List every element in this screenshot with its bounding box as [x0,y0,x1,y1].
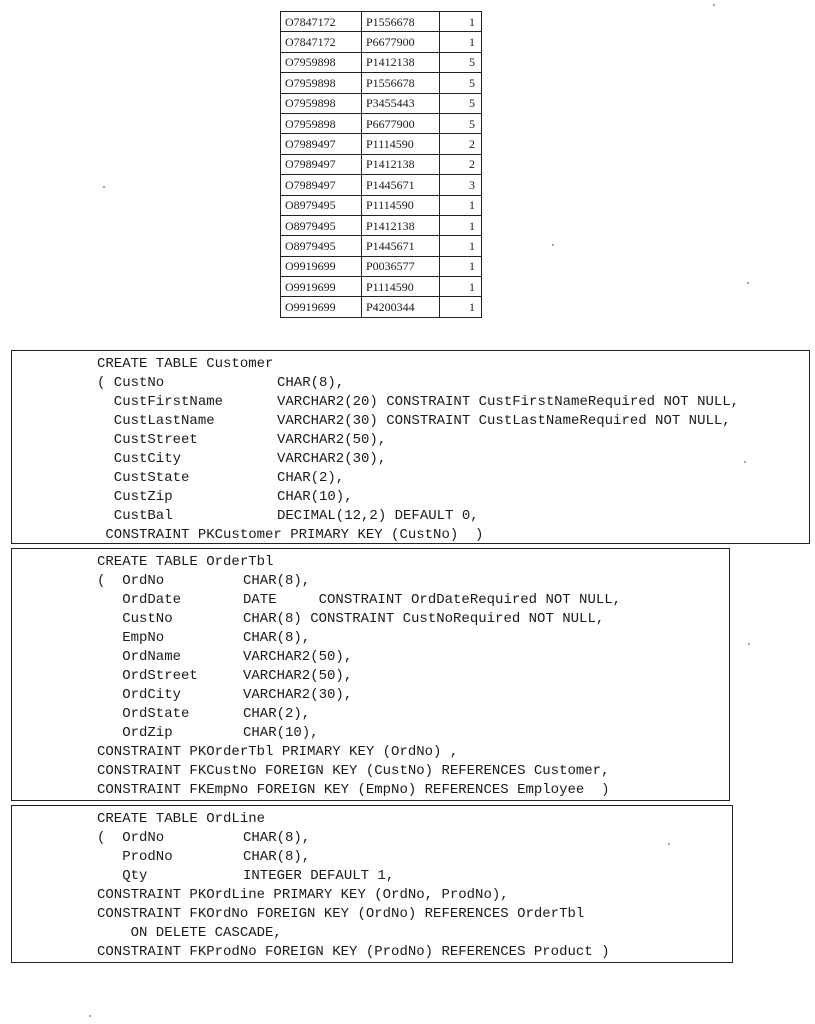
sql-line-definition: VARCHAR2(20) CONSTRAINT CustFirstNameRequired NOT NULL, [277,394,740,410]
table-row [281,93,482,113]
sql-line-definition: CHAR(2), [243,706,311,722]
order-number-cell: O9919699 [281,256,362,276]
quantity-cell: 3 [440,175,482,195]
order-number-cell: O9919699 [281,277,362,297]
table-row [281,154,482,174]
sql-line-name: CustNo [97,611,173,627]
sql-line-name: OrdDate [97,592,182,608]
table-row [281,52,482,72]
sql-line-name: CONSTRAINT FKEmpNo FOREIGN KEY (EmpNo) REFERENCES Employee ) [97,782,610,798]
sql-line [97,526,483,544]
sql-line-name: OrdStreet [97,668,198,684]
sql-line-name: CustState [97,470,190,486]
sql-line-name: CONSTRAINT PKOrderTbl PRIMARY KEY (OrdNo) , [97,744,459,760]
sql-line [97,781,609,799]
sql-line-definition: VARCHAR2(30), [277,451,387,467]
product-number-cell: P1412138 [362,215,440,235]
product-number-cell: P1445671 [362,236,440,256]
order-number-cell: O8979495 [281,215,362,235]
sql-line-definition: DECIMAL(12,2) DEFAULT 0, [277,508,479,524]
quantity-cell: 5 [440,52,482,72]
quantity-cell: 5 [440,113,482,133]
order-number-cell: O7989497 [281,134,362,154]
sql-line [97,355,273,373]
scan-speck [552,244,554,246]
sql-line-name: CONSTRAINT FKProdNo FOREIGN KEY (ProdNo) REFERENCES Product ) [97,944,610,960]
product-number-cell: P1412138 [362,52,440,72]
quantity-cell: 1 [440,297,482,317]
product-number-cell: P1114590 [362,277,440,297]
table-row [281,256,482,276]
table-row [281,113,482,133]
sql-line-definition: CHAR(8), [277,375,345,391]
sql-line-definition: INTEGER DEFAULT 1, [243,868,395,884]
sql-line-definition: CHAR(2), [277,470,345,486]
quantity-cell: 5 [440,93,482,113]
sql-create-ordertbl-box [11,548,730,801]
sql-line [97,572,164,590]
product-number-cell: P3455443 [362,93,440,113]
sql-line [97,762,609,780]
quantity-cell: 1 [440,277,482,297]
table-row [281,297,482,317]
sql-line [97,488,173,506]
sql-line [97,848,173,866]
table-row [281,195,482,215]
order-number-cell: O7959898 [281,113,362,133]
scan-speck [89,1015,91,1017]
sql-line-name: CustLastName [97,413,215,429]
sql-line-definition: CHAR(10), [277,489,353,505]
sql-line-name: CREATE TABLE OrderTbl [97,554,274,570]
sql-line-name: CREATE TABLE OrdLine [97,811,266,827]
product-number-cell: P6677900 [362,32,440,52]
sql-line [97,867,147,885]
sql-line-name: OrdCity [97,687,182,703]
product-number-cell: P1445671 [362,175,440,195]
quantity-cell: 1 [440,256,482,276]
sql-line-name: OrdName [97,649,182,665]
sql-line-definition: CHAR(8), [243,830,311,846]
product-number-cell: P0036577 [362,256,440,276]
table-row [281,12,482,32]
sql-line-definition: VARCHAR2(50), [277,432,387,448]
scan-speck [668,843,670,845]
sql-line-name: ( OrdNo [97,573,165,589]
sql-line [97,469,189,487]
table-row [281,175,482,195]
order-number-cell: O8979495 [281,195,362,215]
quantity-cell: 1 [440,195,482,215]
sql-line [97,724,173,742]
sql-line [97,943,609,961]
sql-line [97,705,189,723]
sql-line [97,686,181,704]
table-row [281,134,482,154]
sql-line [97,629,164,647]
quantity-cell: 1 [440,32,482,52]
sql-line-name: CustFirstName [97,394,224,410]
order-number-cell: O8979495 [281,236,362,256]
product-number-cell: P1412138 [362,154,440,174]
table-row [281,236,482,256]
sql-line [97,924,282,942]
scan-speck [744,461,746,463]
sql-line-definition: CHAR(8) CONSTRAINT CustNoRequired NOT NULL, [243,611,605,627]
sql-line-name: OrdZip [97,725,173,741]
sql-line [97,886,509,904]
sql-line-definition: VARCHAR2(30) CONSTRAINT CustLastNameRequired NOT NULL, [277,413,731,429]
sql-line-name: CREATE TABLE Customer [97,356,274,372]
sql-line-definition: CHAR(10), [243,725,319,741]
orderline-table-body [281,12,482,318]
sql-line-name: CustBal [97,508,173,524]
product-number-cell: P1556678 [362,73,440,93]
scan-speck [747,282,749,284]
sql-create-customer-box [11,350,810,544]
order-number-cell: O7989497 [281,175,362,195]
sql-create-ordline-box [11,805,733,963]
table-row [281,32,482,52]
sql-line-definition: VARCHAR2(50), [243,649,353,665]
order-number-cell: O7989497 [281,154,362,174]
scan-speck [748,643,750,645]
scan-speck [713,4,715,6]
product-number-cell: P1556678 [362,12,440,32]
sql-line-definition: VARCHAR2(30), [243,687,353,703]
order-number-cell: O7847172 [281,32,362,52]
sql-line [97,648,181,666]
sql-line-definition: CHAR(8), [243,630,311,646]
sql-line [97,450,181,468]
quantity-cell: 2 [440,134,482,154]
product-number-cell: P6677900 [362,113,440,133]
order-number-cell: O7959898 [281,52,362,72]
order-number-cell: O7959898 [281,93,362,113]
sql-line [97,829,164,847]
quantity-cell: 1 [440,12,482,32]
sql-line [97,610,173,628]
sql-line [97,374,164,392]
sql-line-definition: VARCHAR2(50), [243,668,353,684]
order-number-cell: O7847172 [281,12,362,32]
sql-line-name: OrdState [97,706,190,722]
sql-line-name: ProdNo [97,849,173,865]
sql-line [97,393,223,411]
scan-speck [103,186,105,188]
sql-line [97,905,584,923]
sql-line-name: CONSTRAINT PKOrdLine PRIMARY KEY (OrdNo, ProdNo), [97,887,509,903]
sql-line-name: EmpNo [97,630,165,646]
sql-line [97,743,458,761]
sql-line [97,591,181,609]
sql-line-name: CONSTRAINT PKCustomer PRIMARY KEY (CustNo) ) [97,527,484,543]
sql-line-name: ( CustNo [97,375,165,391]
sql-line-name: CONSTRAINT FKOrdNo FOREIGN KEY (OrdNo) REFERENCES OrderTbl [97,906,585,922]
order-number-cell: O9919699 [281,297,362,317]
quantity-cell: 5 [440,73,482,93]
sql-line [97,553,273,571]
quantity-cell: 1 [440,236,482,256]
table-row [281,277,482,297]
sql-line-name: ON DELETE CASCADE, [97,925,282,941]
sql-line-name: ( OrdNo [97,830,165,846]
orderline-data-table [280,11,482,318]
table-row [281,73,482,93]
sql-line [97,810,265,828]
table-row [281,215,482,235]
sql-line-name: CustCity [97,451,182,467]
product-number-cell: P1114590 [362,195,440,215]
order-number-cell: O7959898 [281,73,362,93]
product-number-cell: P1114590 [362,134,440,154]
sql-line [97,507,173,525]
sql-line-name: CONSTRAINT FKCustNo FOREIGN KEY (CustNo) REFERENCES Customer, [97,763,610,779]
quantity-cell: 1 [440,215,482,235]
product-number-cell: P4200344 [362,297,440,317]
quantity-cell: 2 [440,154,482,174]
sql-line [97,667,198,685]
sql-line-definition: CHAR(8), [243,573,311,589]
sql-line [97,431,198,449]
sql-line-name: CustZip [97,489,173,505]
sql-line-definition: DATE CONSTRAINT OrdDateRequired NOT NULL, [243,592,622,608]
sql-line-definition: CHAR(8), [243,849,311,865]
sql-line-name: Qty [97,868,148,884]
sql-line [97,412,215,430]
sql-line-name: CustStreet [97,432,198,448]
